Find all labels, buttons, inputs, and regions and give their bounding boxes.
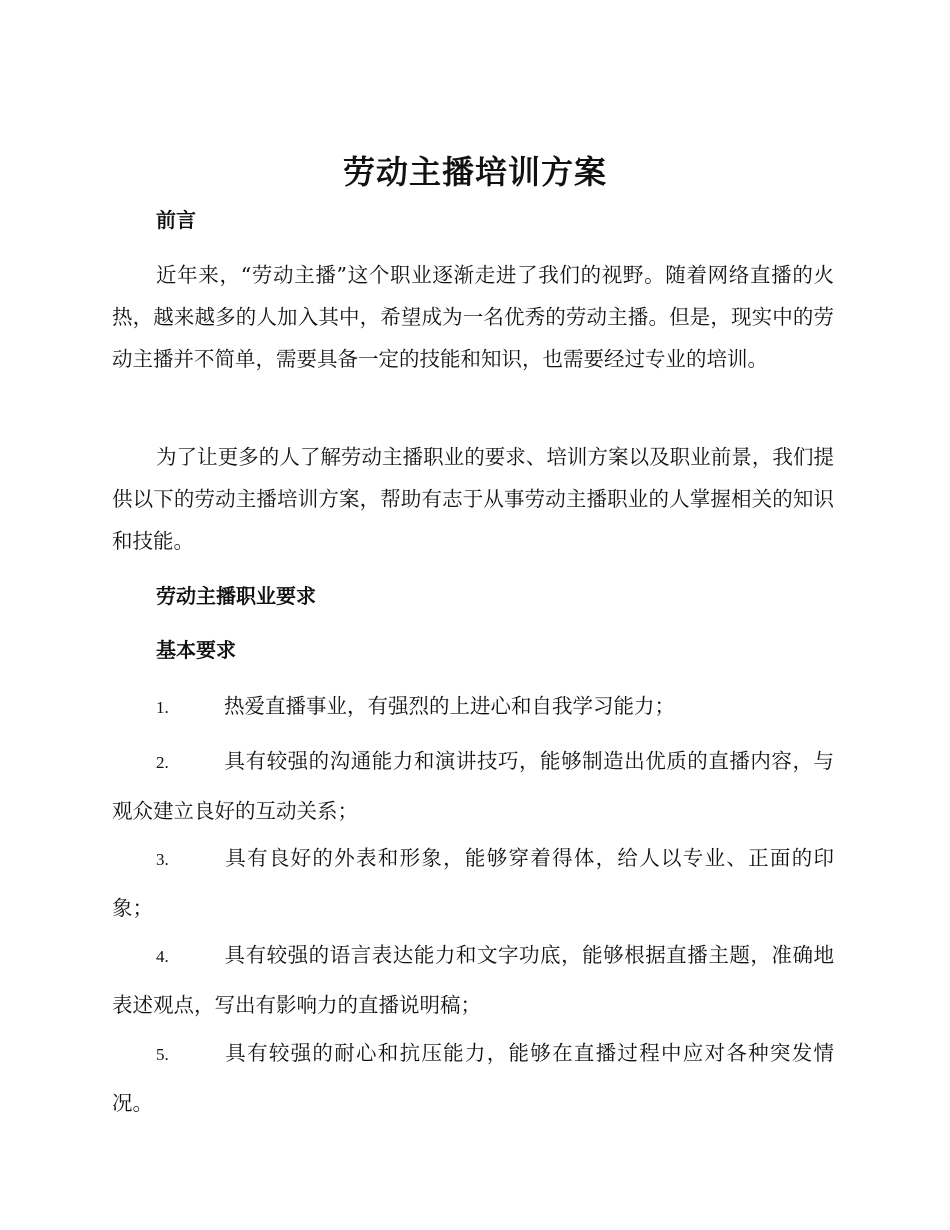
document-title: 劳动主播培训方案 <box>342 153 607 191</box>
list-item-text: 具有较强的耐心和抗压能力，能够在直播过程中应对各种突发情况。 <box>112 1041 834 1115</box>
list-item <box>112 1029 834 1127</box>
list-item-text: 热爱直播事业，有强烈的上进心和自我学习能力； <box>224 694 675 718</box>
basic-requirements-heading: 基本要求 <box>156 638 236 662</box>
list-item-text: 具有较强的沟通能力和演讲技巧，能够制造出优质的直播内容，与观众建立良好的互动关系； <box>112 749 834 823</box>
list-item-number: 5. <box>156 1045 169 1064</box>
list-item <box>112 682 834 732</box>
list-item <box>112 834 834 932</box>
list-item-text: 具有较强的语言表达能力和文字功底，能够根据直播主题，准确地表述观点，写出有影响力的直播说明稿； <box>112 943 834 1017</box>
list-item <box>112 931 834 1029</box>
list-item-text: 具有良好的外表和形象，能够穿着得体，给人以专业、正面的印象； <box>112 846 834 920</box>
requirements-heading: 劳动主播职业要求 <box>156 584 316 608</box>
preface-paragraph-2: 为了让更多的人了解劳动主播职业的要求、培训方案以及职业前景，我们提供以下的劳动主播培训方案，帮助有志于从事劳动主播职业的人掌握相关的知识和技能。 <box>112 445 834 553</box>
list-item-number: 1. <box>156 698 169 717</box>
preface-heading: 前言 <box>156 208 196 232</box>
list-item-number: 4. <box>156 947 169 966</box>
list-item <box>112 737 834 835</box>
list-item-number: 2. <box>156 753 169 772</box>
list-item-number: 3. <box>156 850 169 869</box>
preface-paragraph-1: 近年来，“劳动主播”这个职业逐渐走进了我们的视野。随着网络直播的火热，越来越多的人加入其中，希望成为一名优秀的劳动主播。但是，现实中的劳动主播并不简单，需要具备一定的技能和知识，也需要经过专业的培训。 <box>112 263 834 371</box>
